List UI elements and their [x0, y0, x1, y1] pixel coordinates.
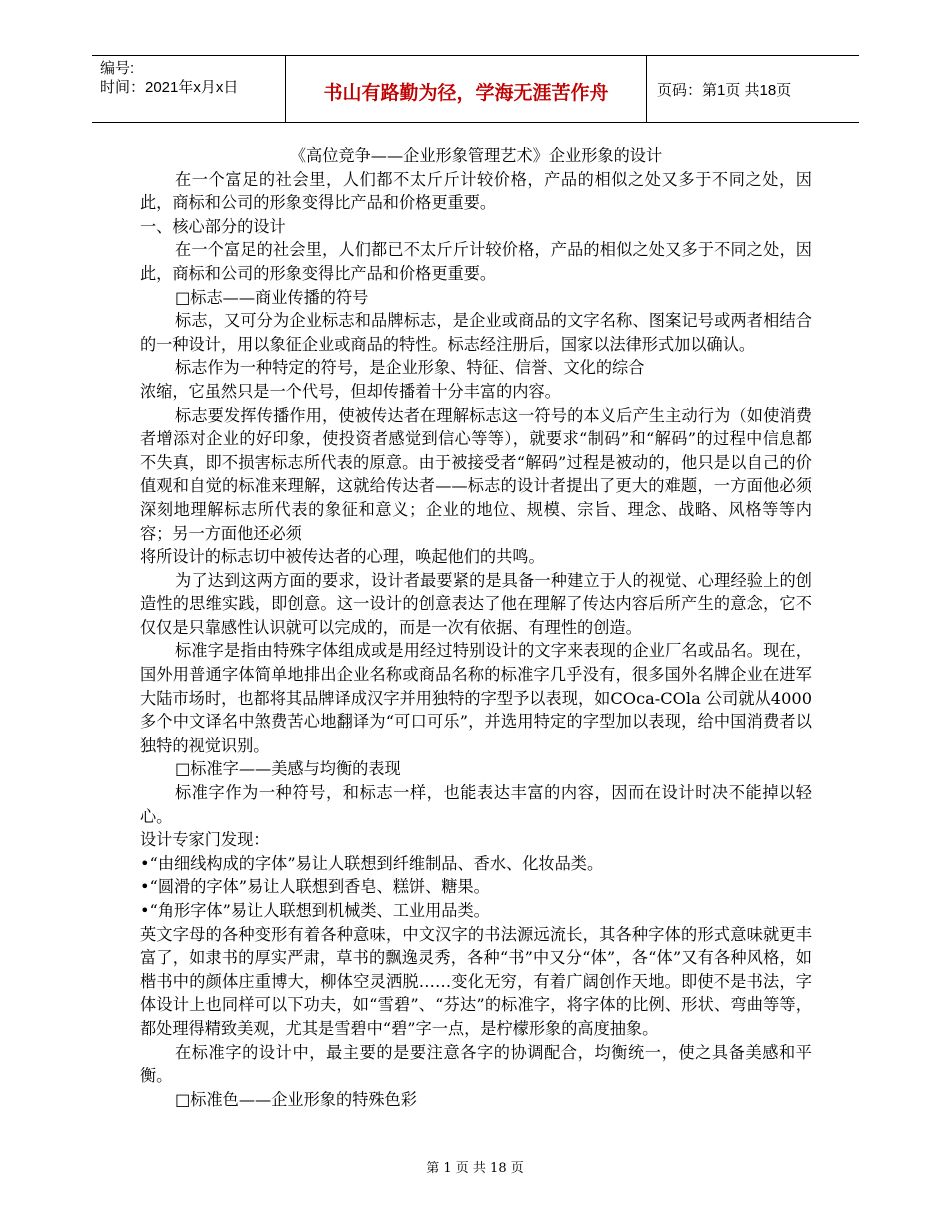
paragraph: 在一个富足的社会里，人们都已不太斤斤计较价格，产品的相似之处又多于不同之处，因此，商标和公司的形象变得比产品和价格更重要。	[140, 240, 812, 283]
document-body	[140, 144, 812, 1111]
doc-title: 《高位竞争——企业形象管理艺术》企业形象的设计	[289, 146, 663, 165]
header-motto-cell	[285, 56, 647, 122]
paragraph: 浓缩，它虽然只是一个代号，但却传播着十分丰富的内容。	[140, 381, 561, 401]
paragraph: 将所设计的标志切中被传达者的心理，唤起他们的共鸣。	[140, 547, 545, 567]
paragraph: 标志，又可分为企业标志和品牌标志，是企业或商品的文字名称、图案记号或两者相结合的一种设计，用以象征企业或商品的特性。标志经注册后，国家以法律形式加以确认。	[140, 311, 812, 354]
paragraph: 标准字是指由特殊字体组成或是用经过特别设计的文字来表现的企业厂名或品名。现在，国外用普通字体简单地排出企业名称或商品名称的标准字几乎没有，很多国外名牌企业在进军大陆市场时，也都将其品牌译成汉字并用独特的字型予以表现，如COca-COla 公司就从4000 多个中文译名中煞费苦心地翻译为“可口可乐”，并选用特定的字型加以表现，给中国消费者以独特的视觉识别。	[140, 641, 812, 755]
section-heading: 一、核心部分的设计	[140, 216, 286, 236]
paragraph: 标志要发挥传播作用，使被传达者在理解标志这一符号的本义后产生主动行为（如使消费者增添对企业的好印象，使投资者感觉到信心等等），就要求“制码”和“解码”的过程中信息都不失真，即不损害标志所代表的原意。由于被接受者“解码”过程是被动的，他只是以自己的价值观和自觉的标准来理解，这就给传达者——标志的设计者提出了更大的难题，一方面他必须深刻地理解标志所代表的象征和意义；企业的地位、规模、宗旨、理念、战略、风格等等内容；另一方面他还必须	[140, 405, 812, 543]
page-header	[92, 55, 859, 123]
paragraph: 在标准字的设计中，最主要的是要注意各字的协调配合，均衡统一，使之具备美感和平衡。	[140, 1042, 812, 1086]
bullet-item: •“由细线构成的字体”易让人联想到纤维制品、香水、化妆品类。	[140, 853, 604, 873]
page-footer: 第 1 页 共 18 页	[426, 1161, 524, 1176]
subsection-heading: □标准色——企业形象的特殊色彩	[175, 1089, 417, 1109]
subsection-heading: □标志——商业传播的符号	[175, 287, 369, 307]
paragraph: 标志作为一种特定的符号，是企业形象、特征、信誉、文化的综合	[175, 358, 645, 378]
subsection-heading: □标准字——美感与均衡的表现	[175, 759, 401, 779]
bullet-item: •“圆滑的字体”易让人联想到香皂、糕饼、糖果。	[140, 877, 490, 897]
paragraph: 为了达到这两方面的要求，设计者最要紧的是具备一种建立于人的视觉、心理经验上的创造性的思维实践，即创意。这一设计的创意表达了他在理解了传达内容后所产生的意念，它不仅仅是只靠感性认识就可以完成的，而是一次有依据、有理性的创造。	[140, 570, 812, 637]
paragraph: 标准字作为一种符号，和标志一样，也能表达丰富的内容，因而在设计时决不能掉以轻心。	[140, 783, 812, 826]
motto: 书山有路勤为径，学海无涯苦作舟	[323, 82, 609, 104]
paragraph: 英文字母的各种变形有着各种意味，中文汉字的书法源远流长，其各种字体的形式意味就更丰富了，如隶书的厚实严肃，草书的飘逸灵秀，各种“书”中又分“体”，各“体”又有各种风格，如楷书中的颜体庄重博大，柳体空灵洒脱……变化无穷，有着广阔创作天地。即使不是书法，字体设计上也同样可以下功夫，如“雪碧”、“芬达”的标准字，将字体的比例、形状、弯曲等等，都处理得精致美观，尤其是雪碧中“碧”字一点，是柠檬形象的高度抽象。	[140, 924, 812, 1038]
number-label: 编号:	[100, 60, 135, 77]
date-label: 时间：2021年x月x日	[100, 79, 239, 96]
paragraph: 设计专家门发现：	[140, 830, 270, 850]
page-info: 页码：第1页 共18页	[657, 82, 792, 99]
bullet-item: •“角形字体”易让人联想到机械类、工业用品类。	[140, 901, 490, 920]
header-meta	[100, 59, 238, 97]
paragraph: 在一个富足的社会里，人们都不太斤斤计较价格，产品的相似之处又多于不同之处，因此，商标和公司的形象变得比产品和价格更重要。	[140, 169, 812, 213]
